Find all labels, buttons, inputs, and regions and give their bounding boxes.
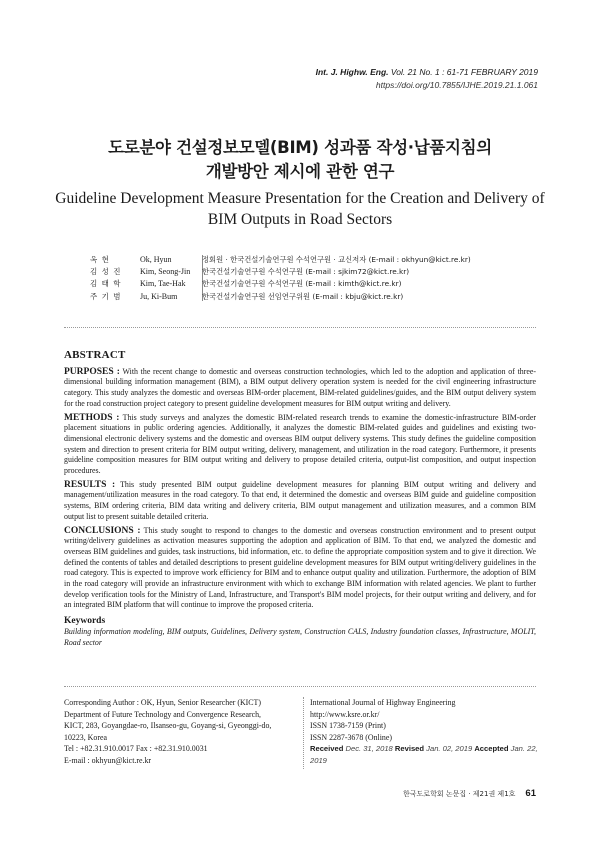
author-english-name: Ju, Ki-Bum: [140, 291, 178, 301]
author-english-name: Kim, Tae-Hak: [140, 279, 186, 289]
doi-link[interactable]: https://doi.org/10.7855/IJHE.2019.21.1.061: [375, 80, 538, 90]
author-affiliation: 한국건설기술연구원 수석연구원 (E-mail : kimth@kict.re.kr): [202, 279, 402, 289]
phone-fax: Tel : +82.31.910.0017 Fax : +82.31.910.0031: [64, 744, 208, 754]
journal-url[interactable]: http://www.ksre.or.kr/: [310, 709, 380, 719]
purposes-paragraph: [64, 367, 536, 410]
results-paragraph: [64, 480, 536, 523]
author-english-name: Ok, Hyun: [140, 255, 172, 264]
purposes-label: PURPOSES :: [64, 366, 120, 377]
purposes-text: With the recent change to domestic and overseas construction technologies, which led to the adoption and application of three-dimensional building information management (BIM), a BIM output delivery operation system is needed for the civil engineering infrastructure category. This study analyzes the domestic and overseas BIM-order placement, BIM-related guidelines/guides, and the BIM output delivery system for the road construction project category to present guideline development measures for BIM output writing and delivery.: [64, 366, 536, 408]
methods-text: This study surveys and analyzes the domestic BIM-related research trends to examine the domestic-infrastructure BIM-order placement situations in public ordering agencies. Additionally, it analyzes the domestic BIM-related guides and guidelines and existing two-dimensional electronic delivery systems and the domestic and overseas BIM output delivery systems. This study defines the guideline composition system and direction to present criteria for BIM output writing, delivery, management, and utilization in the road category. Furthermore, it presents guideline composition measures for BIM output writing and delivery to propose detailed criteria, output-list composition, and output inspection procedures.: [64, 412, 537, 476]
received-date: Dec. 31, 2018: [345, 744, 393, 754]
korean-title-line-2: 개발방안 제시에 관한 연구: [205, 162, 395, 181]
conclusions-label: CONCLUSIONS :: [64, 525, 141, 536]
keywords-heading: Keywords: [64, 616, 106, 627]
author-row: [90, 266, 471, 278]
received-label: Received: [310, 744, 344, 754]
english-title-line-2: BIM Outputs in Road Sectors: [207, 211, 393, 228]
address-line: KICT, 283, Goyangdae-ro, Ilsanseo-gu, Goyang-si, Gyeonggi-do,: [64, 721, 272, 731]
author-korean-name: 김 태 학: [90, 279, 122, 289]
accepted-label: Accepted: [474, 744, 509, 754]
issn-online: ISSN 2287-3678 (Online): [310, 732, 392, 742]
journal-abbrev: Int. J. Highw. Eng.: [315, 67, 389, 77]
abstract-heading: ABSTRACT: [64, 349, 126, 361]
results-label: RESULTS :: [64, 479, 116, 490]
author-row: [90, 291, 471, 303]
keywords-text: Building information modeling, BIM outputs, Guidelines, Delivery system, Construction CALS, Industry foundation classes, Infrastructure, MOLIT, Road sector: [64, 626, 536, 647]
korean-title-line-1: 도로분야 건설정보모델(BIM) 성과품 작성·납품지침의: [108, 138, 492, 157]
author-korean-name: 주 기 범: [90, 291, 122, 301]
revised-date: Jan. 02, 2019: [426, 744, 473, 754]
footer-journal-title: 한국도로학회 논문집 · 제21권 제1호: [403, 790, 516, 798]
footer-divider: [64, 686, 536, 687]
volume-info: Vol. 21 No. 1 : 61-71 FEBRUARY 2019: [390, 67, 538, 77]
journal-header: [316, 66, 538, 92]
author-english-name: Kim, Seong-Jin: [140, 267, 191, 277]
corresponding-author: Corresponding Author : OK, Hyun, Senior Researcher (KICT): [64, 698, 262, 707]
english-title-line-1: Guideline Development Measure Presentation for the Creation and Delivery of: [55, 190, 545, 207]
revised-label: Revised: [394, 744, 425, 754]
corresponding-email[interactable]: E-mail : okhyun@kict.re.kr: [64, 755, 152, 765]
author-row: [90, 278, 471, 290]
postal-code: 10223, Korea: [64, 732, 107, 742]
author-korean-name: 김 성 진: [90, 267, 122, 277]
footer-vertical-divider: [303, 697, 305, 769]
department: Department of Future Technology and Convergence Research,: [64, 709, 262, 719]
english-title: [0, 188, 600, 230]
author-affiliation: 한국건설기술연구원 수석연구원 (E-mail : sjkim72@kict.re.kr): [202, 267, 410, 277]
author-list: [90, 254, 471, 303]
korean-title: [0, 136, 600, 184]
journal-full-name: International Journal of Highway Engineering: [310, 698, 456, 707]
author-affiliation: 정회원 · 한국건설기술연구원 수석연구원 · 교신저자 (E-mail : okhyun@kict.re.kr): [202, 255, 471, 264]
methods-paragraph: [64, 413, 536, 477]
conclusions-text: This study sought to respond to changes to the domestic and overseas construction environment and to present output writing/delivery guidelines as activation measures supporting the adoption and application of BIM. To that end, we analyzed the domestic and overseas BIM guidelines and guides, task instructions, bid information, etc. to define the appropriate composition system and to give it direction. We defined the contents of tables and detailed descriptions to present guideline development measures for BIM output writing/delivery guidelines in the road category. This is expected to improve work efficiency for BIM and to enhance output quality and utilization. Furthermore, the adoption of BIM in the road category will provide an infrastructure environment with which to exchange BIM information with related agencies. We plant to further develop verification tools for the Ministry of Land, Infrastructure, and Transport's BIM model projects, for their output writing and delivery, and for an integrated BIM platform that will continue to improve the proposed criteria.: [64, 525, 536, 610]
methods-label: METHODS :: [64, 412, 120, 423]
page-footer: [403, 788, 536, 799]
journal-info-block: [310, 697, 540, 767]
author-korean-name: 옥 현: [90, 255, 110, 264]
correspondence-block: [64, 697, 304, 767]
author-row: [90, 254, 471, 266]
accepted-date: Jan. 22, 2019: [310, 744, 538, 765]
author-affiliation: 한국건설기술연구원 선임연구위원 (E-mail : kbju@kict.re.kr): [202, 291, 404, 301]
manuscript-dates: [310, 743, 540, 766]
issn-print: ISSN 1738-7159 (Print): [310, 721, 386, 731]
section-divider: [64, 327, 536, 328]
results-text: This study presented BIM output guideline development measures for planning BIM output writing and delivery and management/utilization measures in the road category. To that end, it determined the domestic and overseas BIM guide and guideline composition systems, BIM ordering criteria, BIM data writing and delivery criteria, BIM output management and utilization measures, and a common BIM output list to present suitable detailed criteria.: [64, 479, 536, 521]
page-number: 61: [525, 788, 536, 799]
abstract-section: [64, 350, 536, 648]
conclusions-paragraph: [64, 526, 536, 612]
